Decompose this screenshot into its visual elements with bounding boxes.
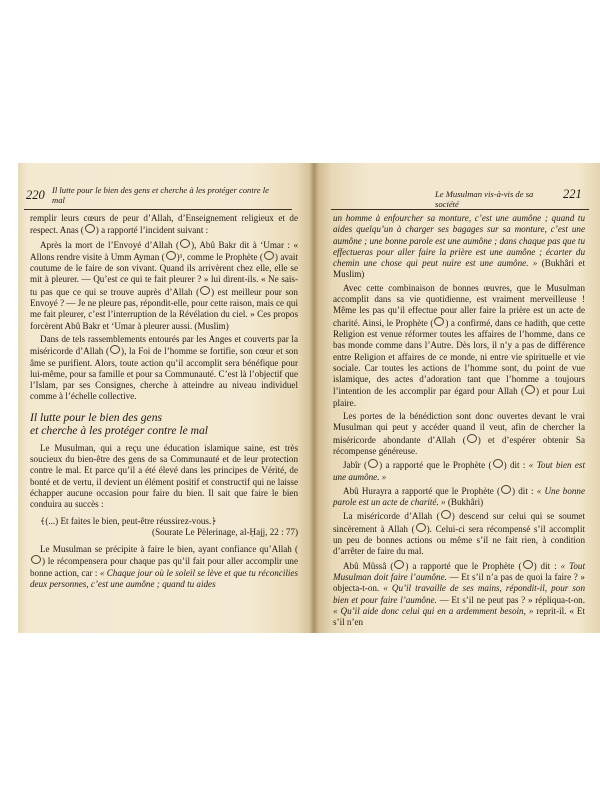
honorific-symbol-icon xyxy=(416,523,426,532)
honorific-symbol-icon xyxy=(200,286,210,295)
paragraph: Le Musulman, qui a reçu une éducation islamique saine, est très soucieux du bien-être des gens de sa Communauté et de leur protection contre le mal. Et parce qu’il a été élevé dans les principes de Vérité, de bonté et de vertu, il devient un élément positif et constructif qui ne laisse échapper aucune occasion pour faire du bien. Il sait que faire le bien conduira au succès : xyxy=(30,442,298,510)
honorific-symbol-icon xyxy=(85,224,95,233)
paragraph-text: reprit-il. « Et s’il n’en xyxy=(333,605,585,628)
paragraph: remplir leurs cœurs de peur d’Allah, d’Enseignement religieux et de respect. Anas ( ) a rapporté l’incident suivant : xyxy=(30,213,298,236)
honorific-symbol-icon xyxy=(180,239,190,248)
honorific-symbol-icon xyxy=(394,560,404,569)
hadith-text: « Tout bien est une aumône. » xyxy=(333,460,585,482)
honorific-symbol-icon xyxy=(441,510,451,519)
section-heading-line-2: et cherche à les protéger contre le mal xyxy=(30,423,209,437)
page-number-left: 220 xyxy=(26,188,45,202)
paragraph: Les portes de la bénédiction sont donc ouvertes devant le vrai Musulman qui peut y accéder quand il veut, afin de chercher la miséricorde abondante d’Allah ( ) et d’espérer obtenir Sa récompense généreuse. xyxy=(333,411,585,456)
left-page-text xyxy=(30,213,298,590)
honorific-symbol-icon xyxy=(525,385,535,394)
hadith-text: « Tout Musulman doit faire l’aumône. xyxy=(333,560,585,582)
paragraph: Après la mort de l’Envoyé d’Allah ( ), Abû Bakr dit à ‘Umar : « Allons rendre visite à Umm Ayman ( )¹, comme le Prophète ( ) avait coutume de le faire de son vivant. Quand ils arrivèrent chez elle, elle se mit à pleurer. — Qu’est ce qui te fait pleurer ? » lui dirent-ils. « Ne sais-tu pas que ce qui se trouve auprès d’Allah ( ) est meilleur pour son Envoyé ? — Je ne pleure pas, répondit-elle, pour cette raison, mais ce qui me fait pleurer, c’est l’interruption de la Révélation du ciel. » Ces propos forcèrent Abû Bakr et ‘Umar à pleurer aussi. (Muslim) xyxy=(30,239,298,331)
paragraph-text: Jabîr ( ) a rapporté que le Prophète ( ) dit : xyxy=(343,460,526,471)
open-book xyxy=(18,163,600,633)
honorific-symbol-icon xyxy=(434,317,444,326)
running-header-right: Le Musulman vis-à-vis de sa société xyxy=(435,189,534,209)
paragraph xyxy=(333,459,585,483)
right-page xyxy=(315,163,600,633)
hadith-text: « Qu’il aide donc celui qui en a ardemment besoin, » xyxy=(333,605,534,616)
hadith-source: (Bukhâri et Muslim) xyxy=(333,258,585,280)
honorific-symbol-icon xyxy=(523,560,533,569)
section-heading-line-1: Il lutte pour le bien des gens xyxy=(30,410,163,424)
paragraph xyxy=(333,213,585,281)
paragraph-text: — Et s’il n’a pas de quoi la faire ? » objecta-t-on. xyxy=(333,571,585,594)
hadith-text: « Une bonne parole est un acte de charité. » xyxy=(333,485,585,508)
paragraph: Dans de tels rassemblements entourés par les Anges et couverts par la miséricorde d’Allah ( ), la Foi de l’homme se fortifie, son cœur et son âme se purifient. Alors, toute action qu’il accomplit sera bénéfique pour lui-même, pour sa famille et pour sa Communauté. C’est là l’objectif que l’Islam, par ses Consignes, cherche à atteindre au niveau individuel comme à l’échelle collective. xyxy=(30,333,298,402)
honorific-symbol-icon xyxy=(166,251,176,260)
honorific-symbol-icon xyxy=(31,555,41,564)
paragraph-text: Le Musulman se précipite à faire le bien, ayant confiance qu’Allah () le récompensera pour chaque pas qu’il fait pour aller accomplir une bonne action, car : xyxy=(30,544,298,578)
hadith-text: un homme à enfourcher sa monture, c’est une aumône ; quand tu aides quelqu’un à charger ses bagages sur sa monture, c’est une aumône ; une bonne parole est une aumône ; dans chaque pas que tu effectueras pour aller faire la prière est une aumône ; écarter du chemin une chose qui peut nuire est une aumône. » xyxy=(333,213,585,269)
page-number-right: 221 xyxy=(563,187,582,201)
book-gutter xyxy=(309,163,319,633)
quran-quote: ﴾(...) Et faites le bien, peut-être réussirez-vous.﴿ xyxy=(40,515,217,526)
paragraph-text: — Et s’il ne peut pas ? » répliqua-t-on. xyxy=(439,594,585,605)
header-rule-left xyxy=(24,209,292,210)
quote-reference: (Sourate Le Pèlerinage, al-Ḥajj, 22 : 77) xyxy=(152,526,298,537)
paragraph-text: Abû Hurayra a rapporté que le Prophète ( ) dit : xyxy=(343,485,534,496)
paragraph-text: Abû Mûssâ ( ) a rapporté que le Prophète ( ) dit : xyxy=(343,560,557,571)
paragraph xyxy=(333,485,585,509)
paragraph: La miséricorde d’Allah ( ) descend sur celui qui se soumet sincèrement à Allah ( ). Celui-ci sera récompensé s’il accomplit un peu de bonnes actions ou même s’il ne fait rien, à condition d’arrêter de faire du mal. xyxy=(333,511,585,557)
running-header-left: Il lutte pour le bien des gens et cherche à les protéger contre le mal xyxy=(52,185,269,205)
paragraph: Avec cette combinaison de bonnes œuvres, que le Musulman accomplit dans sa vie quotidienne, est vraiment merveilleuse ! Même les pas qu’il effectue pour aller faire la prière est un acte de charité. Ainsi, le Prophète ( ) a confirmé, dans ce hadith, que cette Religion est venue réformer toutes les affaires de l’homme, dans ce bas monde comme dans l’Autre. Dès lors, il n’y a pas de différence entre Religion et affaires de ce monde, ni entre vie spirituelle et vie sociale. Car toutes les actions de l’homme sont, du point de vue islamique, des actes d’adoration tant que l’homme a toujours l’intention de les accomplir par égard pour Allah ( ) et pour Lui plaire. xyxy=(333,282,585,408)
header-rule-right xyxy=(331,209,589,210)
left-page xyxy=(18,163,314,633)
hadith-text: « Chaque jour où le soleil se lève et que tu réconcilies deux personnes, c’est une aumône ; quand tu aides xyxy=(30,567,299,590)
hadith-text: « Qu’il travaille de ses mains, répondit-il, pour son bien et pour faire l’aumône. xyxy=(333,583,585,605)
paragraph xyxy=(333,560,585,629)
honorific-symbol-icon xyxy=(467,434,477,443)
honorific-symbol-icon xyxy=(264,251,274,260)
section-heading xyxy=(30,411,298,437)
right-page-text xyxy=(333,213,585,628)
honorific-symbol-icon xyxy=(368,459,378,468)
honorific-symbol-icon xyxy=(501,485,511,494)
honorific-symbol-icon xyxy=(493,459,503,468)
honorific-symbol-icon xyxy=(110,345,120,354)
paragraph xyxy=(30,544,298,590)
hadith-source: (Bukhâri) xyxy=(447,497,484,508)
